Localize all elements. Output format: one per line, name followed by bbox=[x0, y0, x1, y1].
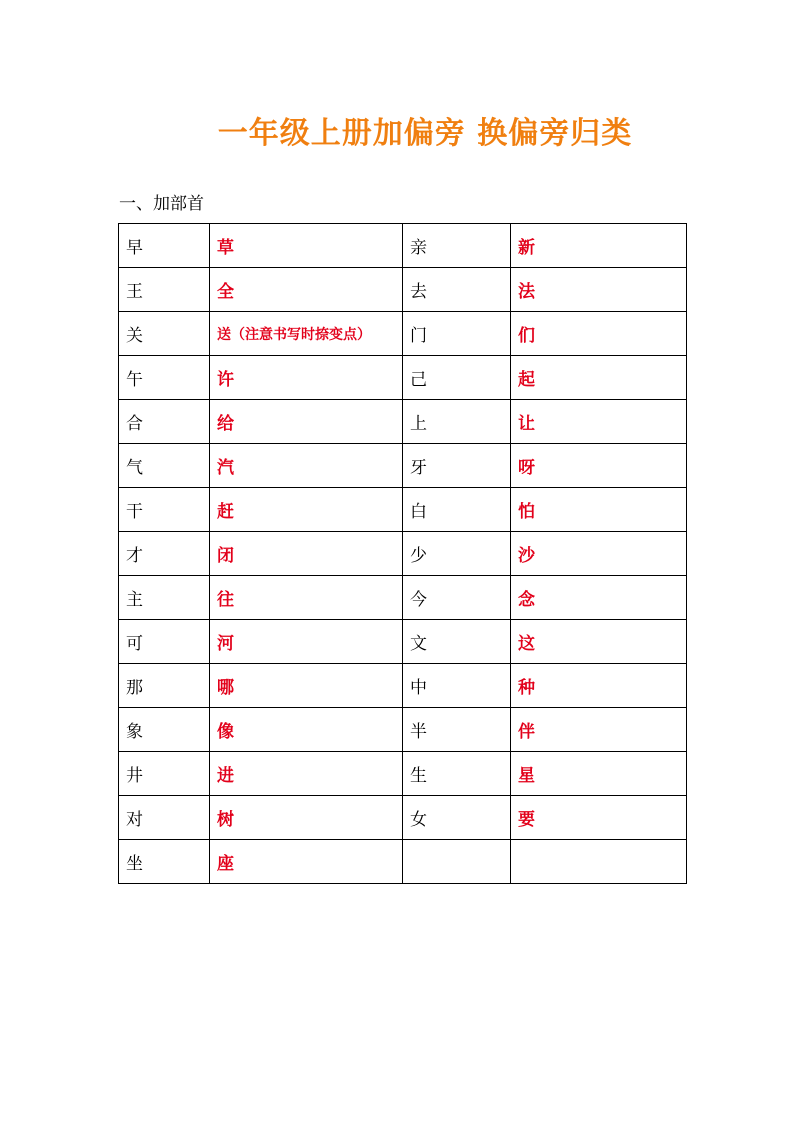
base-char-cell: 女 bbox=[403, 796, 511, 840]
base-char-cell: 中 bbox=[403, 664, 511, 708]
base-char-cell: 文 bbox=[403, 620, 511, 664]
answer-char-cell bbox=[511, 840, 687, 884]
base-char-cell: 合 bbox=[119, 400, 210, 444]
answer-char-cell: 让 bbox=[511, 400, 687, 444]
base-char-cell: 气 bbox=[119, 444, 210, 488]
base-char-cell: 早 bbox=[119, 224, 210, 268]
table-row bbox=[119, 752, 687, 796]
base-char-cell: 牙 bbox=[403, 444, 511, 488]
answer-char-cell: 河 bbox=[210, 620, 403, 664]
answer-char-cell: 草 bbox=[210, 224, 403, 268]
table-row bbox=[119, 268, 687, 312]
table-row bbox=[119, 444, 687, 488]
table-row bbox=[119, 708, 687, 752]
base-char-cell: 关 bbox=[119, 312, 210, 356]
answer-char-cell: 念 bbox=[511, 576, 687, 620]
answer-char-cell: 新 bbox=[511, 224, 687, 268]
answer-char-cell: 像 bbox=[210, 708, 403, 752]
base-char-cell: 王 bbox=[119, 268, 210, 312]
table-row bbox=[119, 224, 687, 268]
answer-char-cell: 哪 bbox=[210, 664, 403, 708]
answer-char-cell: 全 bbox=[210, 268, 403, 312]
page-title: 一年级上册加偏旁 换偏旁归类 bbox=[217, 116, 633, 151]
answer-char-cell: 种 bbox=[511, 664, 687, 708]
base-char-cell: 门 bbox=[403, 312, 511, 356]
table-row bbox=[119, 532, 687, 576]
answer-char-cell: 树 bbox=[210, 796, 403, 840]
base-char-cell: 生 bbox=[403, 752, 511, 796]
base-char-cell: 己 bbox=[403, 356, 511, 400]
answer-char-cell: 许 bbox=[210, 356, 403, 400]
answer-char-cell: 闭 bbox=[210, 532, 403, 576]
base-char-cell: 去 bbox=[403, 268, 511, 312]
answer-char-cell: 沙 bbox=[511, 532, 687, 576]
radical-table-body bbox=[119, 224, 687, 884]
answer-char-cell: 给 bbox=[210, 400, 403, 444]
answer-char-cell: 法 bbox=[511, 268, 687, 312]
table-row bbox=[119, 312, 687, 356]
table-row bbox=[119, 488, 687, 532]
answer-char-cell: 怕 bbox=[511, 488, 687, 532]
answer-char-cell: 汽 bbox=[210, 444, 403, 488]
answer-char-cell: 这 bbox=[511, 620, 687, 664]
table-row bbox=[119, 400, 687, 444]
base-char-cell: 少 bbox=[403, 532, 511, 576]
base-char-cell: 坐 bbox=[119, 840, 210, 884]
answer-char-cell: 们 bbox=[511, 312, 687, 356]
base-char-cell: 井 bbox=[119, 752, 210, 796]
base-char-cell bbox=[403, 840, 511, 884]
section-heading: 一、加部首 bbox=[119, 194, 204, 214]
base-char-cell: 午 bbox=[119, 356, 210, 400]
base-char-cell: 象 bbox=[119, 708, 210, 752]
answer-char-cell: 起 bbox=[511, 356, 687, 400]
table-row bbox=[119, 796, 687, 840]
answer-char-cell: 要 bbox=[511, 796, 687, 840]
table-row bbox=[119, 356, 687, 400]
base-char-cell: 白 bbox=[403, 488, 511, 532]
base-char-cell: 亲 bbox=[403, 224, 511, 268]
base-char-cell: 今 bbox=[403, 576, 511, 620]
answer-char-cell: 座 bbox=[210, 840, 403, 884]
base-char-cell: 对 bbox=[119, 796, 210, 840]
base-char-cell: 主 bbox=[119, 576, 210, 620]
answer-char-cell: 往 bbox=[210, 576, 403, 620]
base-char-cell: 可 bbox=[119, 620, 210, 664]
base-char-cell: 那 bbox=[119, 664, 210, 708]
answer-char-cell: 赶 bbox=[210, 488, 403, 532]
base-char-cell: 干 bbox=[119, 488, 210, 532]
answer-char-cell: 伴 bbox=[511, 708, 687, 752]
answer-char-cell: 星 bbox=[511, 752, 687, 796]
radical-table bbox=[118, 223, 687, 884]
table-row bbox=[119, 620, 687, 664]
table-row bbox=[119, 664, 687, 708]
base-char-cell: 上 bbox=[403, 400, 511, 444]
table-row bbox=[119, 576, 687, 620]
base-char-cell: 才 bbox=[119, 532, 210, 576]
answer-char-cell: 送（注意书写时捺变点） bbox=[210, 312, 403, 356]
base-char-cell: 半 bbox=[403, 708, 511, 752]
answer-char-cell: 呀 bbox=[511, 444, 687, 488]
answer-char-cell: 进 bbox=[210, 752, 403, 796]
table-row bbox=[119, 840, 687, 884]
